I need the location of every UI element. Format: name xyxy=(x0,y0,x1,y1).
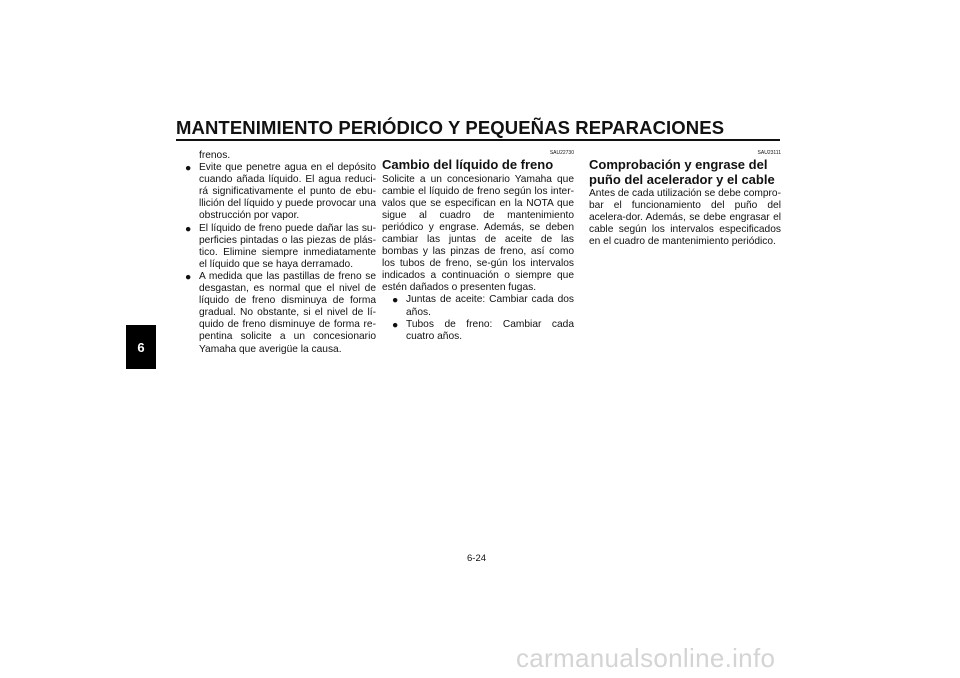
list-item xyxy=(382,294,574,318)
bullet-icon: ● xyxy=(185,270,192,283)
list-item-text: A medida que las pastillas de freno se desgastan, es normal que el nivel de líquido de freno disminuya de forma gradual. No obstante, si el nivel de lí-quido de freno disminuye de forma re-pentina solicite a un concesionario Yamaha que averigüe la causa. xyxy=(199,270,376,355)
list-item xyxy=(382,319,574,343)
chapter-tab: 6 xyxy=(126,325,156,369)
column-right xyxy=(589,150,781,248)
watermark: carmanualsonline.info xyxy=(516,643,776,673)
list-item-text: Tubos de freno: Cambiar cada cuatro años. xyxy=(406,318,574,342)
column-left xyxy=(184,150,376,356)
list-item xyxy=(184,223,376,271)
list-item-text: Juntas de aceite: Cambiar cada dos años. xyxy=(406,294,574,318)
continuation-text: frenos. xyxy=(199,150,231,161)
section-code: SAU23111 xyxy=(757,150,781,156)
list-item xyxy=(184,271,376,356)
list-item xyxy=(184,162,376,222)
list-item-text: El líquido de freno puede dañar las su-perficies pintadas o las piezas de plás-tico. Elimine siempre inmediatamente el líquido que se haya derramado. xyxy=(199,222,376,270)
list-item-text: Evite que penetre agua en el depósito cuando añada líquido. El agua reduci-rá significativamente el punto de ebu-llición del líquido y puede provocar una obstrucción por vapor. xyxy=(199,162,376,222)
bullet-icon: ● xyxy=(392,294,399,307)
title-rule xyxy=(176,139,780,141)
section-code: SAU22730 xyxy=(549,150,574,156)
page-title: MANTENIMIENTO PERIÓDICO Y PEQUEÑAS REPARACIONES xyxy=(176,117,725,138)
bullet-icon: ● xyxy=(185,162,192,175)
page-number: 6-24 xyxy=(467,553,487,564)
bullet-icon: ● xyxy=(392,318,399,331)
column-middle xyxy=(382,150,574,343)
section-body: Antes de cada utilización se debe compro-bar el funcionamiento del puño del acelera-dor. Además, se debe engrasar el cable según los intervalos especificados en el cuadro de mantenimiento periódico. xyxy=(589,188,781,248)
section-heading: Cambio del líquido de freno xyxy=(382,157,554,172)
section-body: Solicite a un concesionario Yamaha que cambie el líquido de freno según los inter-valos que se especifican en la NOTA que sigue al cuadro de mantenimiento periódico y engrase. Además, se deben cambiar las juntas de aceite de las bombas y las pinzas de freno, así como los tubos de freno, se-gún los intervalos indicados a continuación o siempre que estén dañados o presenten fugas. xyxy=(382,173,574,294)
bullet-icon: ● xyxy=(185,222,192,235)
section-heading: Comprobación y engrase del puño del acelerador y el cable xyxy=(589,157,775,187)
